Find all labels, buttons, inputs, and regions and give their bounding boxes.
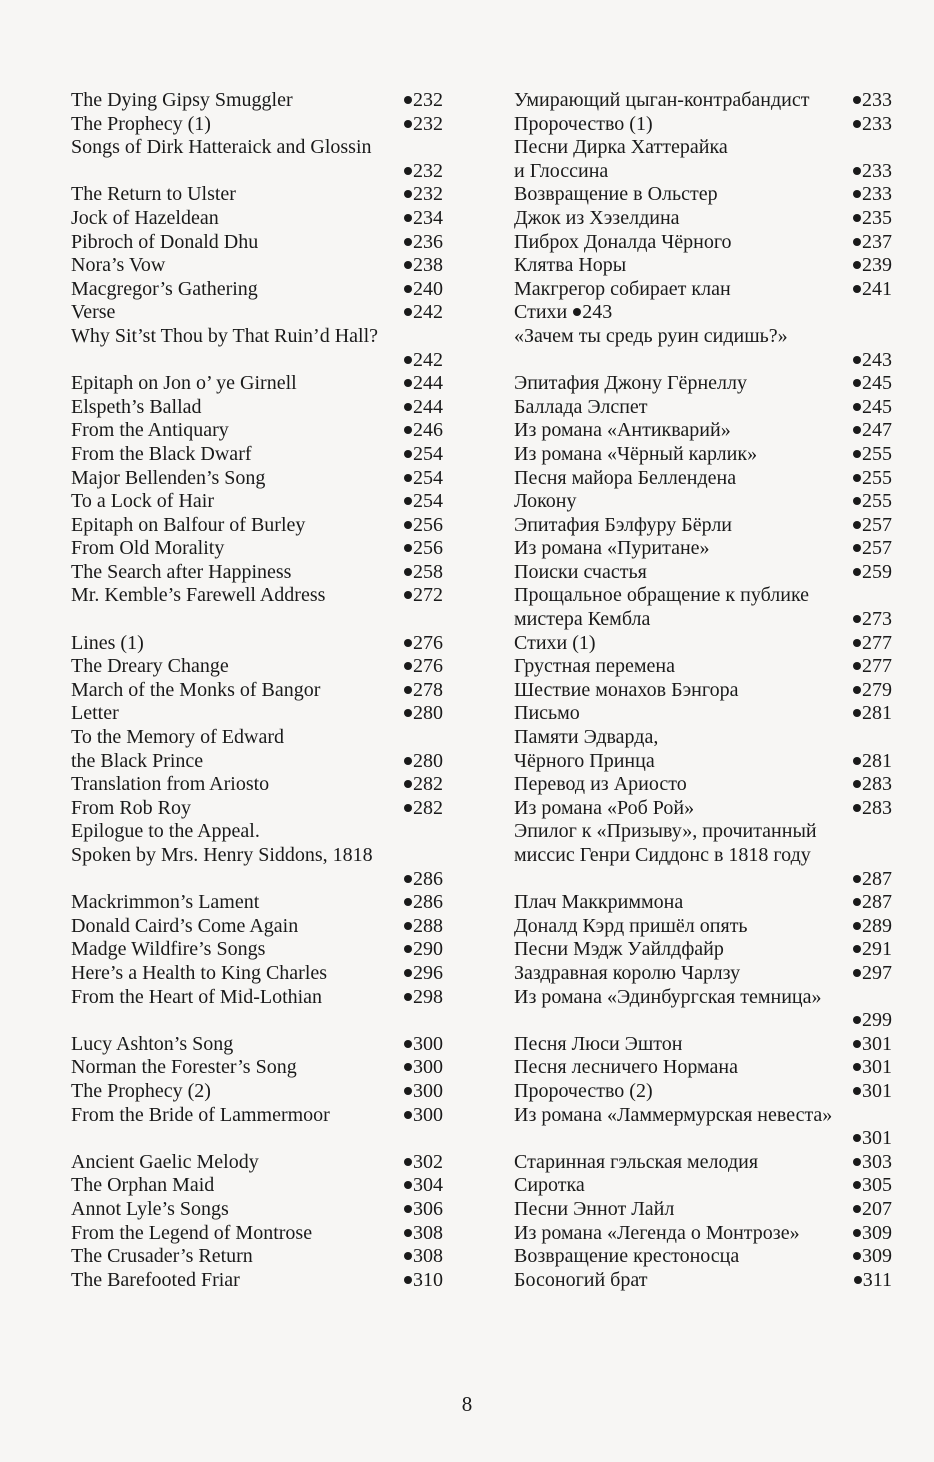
- entry-title: Поиски счастья: [514, 560, 647, 583]
- entry-page-number: 207: [853, 1198, 892, 1222]
- entry-page-number: 301: [853, 1056, 892, 1080]
- entry-title: Annot Lyle’s Songs: [71, 1197, 229, 1220]
- entry-page-number: 286: [404, 868, 443, 892]
- entry-page-number: 236: [404, 231, 443, 255]
- entry-page-number: 234: [404, 207, 443, 231]
- entry-page-number: 233: [853, 89, 892, 113]
- entry-title: Сиротка: [514, 1174, 585, 1197]
- entry-page-number: 291: [853, 938, 892, 962]
- entry-title: Письмо: [514, 702, 580, 725]
- toc-entry: [71, 750, 443, 774]
- toc-entry: [514, 1222, 892, 1246]
- toc-entry: [514, 1080, 892, 1104]
- toc-entry: [71, 1245, 443, 1269]
- entry-title: From the Legend of Montrose: [71, 1221, 313, 1244]
- entry-title: To the Memory of Edward: [71, 726, 284, 749]
- entry-title-group: [514, 301, 612, 325]
- entry-title: Эпилог к «Призыву», прочитанный: [514, 820, 817, 843]
- entry-page-number: 279: [853, 679, 892, 703]
- entry-title: Макгрегор собирает клан: [514, 277, 731, 300]
- toc-entry: [514, 1009, 892, 1033]
- entry-page-number: 254: [404, 490, 443, 514]
- entry-page-number: 233: [853, 183, 892, 207]
- entry-page-number: 233: [853, 160, 892, 184]
- toc-entry: [514, 891, 892, 915]
- entry-title: Песни Эннот Лайл: [514, 1197, 675, 1220]
- entry-title: Стихи: [514, 301, 568, 324]
- entry-page-number: 300: [404, 1056, 443, 1080]
- entry-title: the Black Prince: [71, 749, 204, 772]
- toc-entry: [514, 254, 892, 278]
- toc-entry: [514, 1269, 892, 1293]
- toc-entry: [514, 868, 892, 892]
- entry-title: The Crusader’s Return: [71, 1245, 253, 1268]
- toc-entry: [514, 986, 892, 1010]
- toc-entry: [71, 561, 443, 585]
- toc-entry: [71, 868, 443, 892]
- toc-entry: [71, 160, 443, 184]
- entry-page-number: 301: [853, 1033, 892, 1057]
- entry-page-number: 241: [853, 278, 892, 302]
- entry-title: From the Heart of Mid-Lothian: [71, 985, 323, 1008]
- entry-title: March of the Monks of Bangor: [71, 678, 321, 701]
- entry-title: The Dreary Change: [71, 655, 229, 678]
- entry-title: и Глоссина: [514, 159, 609, 182]
- toc-entry: [71, 820, 443, 844]
- entry-title: The Barefooted Friar: [71, 1268, 240, 1291]
- entry-page-number: 310: [404, 1269, 443, 1293]
- toc-entry: [71, 1151, 443, 1175]
- entry-title: Клятва Норы: [514, 254, 627, 277]
- toc-entry: [514, 183, 892, 207]
- entry-title: Nora’s Vow: [71, 254, 166, 277]
- toc-entry: [514, 1056, 892, 1080]
- toc-entry: [71, 986, 443, 1010]
- toc-entry: [514, 797, 892, 821]
- entry-title: Из романа «Антикварий»: [514, 419, 731, 442]
- toc-entry: [514, 514, 892, 538]
- entry-title: Из романа «Ламмермурская невеста»: [514, 1103, 833, 1126]
- entry-title: Эпитафия Бэлфуру Бёрли: [514, 513, 732, 536]
- toc-entry: [514, 160, 892, 184]
- entry-title: Пророчество (1): [514, 112, 653, 135]
- entry-page-number: 298: [404, 986, 443, 1010]
- entry-page-number: 232: [404, 160, 443, 184]
- entry-title: Letter: [71, 702, 119, 725]
- toc-entry: [514, 325, 892, 349]
- entry-title: Epitaph on Balfour of Burley: [71, 513, 306, 536]
- toc-column-english: [71, 89, 443, 1292]
- toc-entry: [71, 679, 443, 703]
- entry-title: Mackrimmon’s Lament: [71, 891, 260, 914]
- entry-title: Jock of Hazeldean: [71, 206, 219, 229]
- entry-page-number: 299: [853, 1009, 892, 1033]
- entry-page-number: 278: [404, 679, 443, 703]
- toc-entry: [71, 231, 443, 255]
- entry-page-number: 272: [404, 584, 443, 608]
- entry-title: Translation from Ariosto: [71, 773, 270, 796]
- entry-page-number: 273: [853, 608, 892, 632]
- toc-entry: [71, 1009, 443, 1033]
- toc-entry: [514, 632, 892, 656]
- toc-entry: [514, 113, 892, 137]
- entry-title: Lines (1): [71, 631, 144, 654]
- entry-title: Из романа «Пуритане»: [514, 537, 710, 560]
- entry-title: Босоногий брат: [514, 1268, 648, 1291]
- entry-page-number: 232: [404, 183, 443, 207]
- entry-page-number: 304: [404, 1174, 443, 1198]
- toc-entry: [514, 537, 892, 561]
- toc-entry: [514, 820, 892, 844]
- entry-title: Грустная перемена: [514, 655, 676, 678]
- entry-title: Madge Wildfire’s Songs: [71, 938, 266, 961]
- toc-entry: [71, 584, 443, 608]
- entry-page-number: 281: [853, 750, 892, 774]
- entry-title: Lucy Ashton’s Song: [71, 1032, 234, 1055]
- toc-entry: [71, 962, 443, 986]
- toc-entry: [71, 514, 443, 538]
- entry-title: Verse: [71, 301, 116, 324]
- entry-page-number: 287: [853, 868, 892, 892]
- toc-entry: [514, 136, 892, 160]
- entry-page-number: 308: [404, 1245, 443, 1269]
- entry-title: From the Bride of Lammermoor: [71, 1103, 330, 1126]
- entry-title: Чёрного Принца: [514, 749, 655, 772]
- entry-page-number: 311: [854, 1269, 892, 1293]
- toc-entry: [71, 396, 443, 420]
- entry-title: From the Black Dwarf: [71, 442, 252, 465]
- entry-page-number: 244: [404, 396, 443, 420]
- entry-page-number: 302: [404, 1151, 443, 1175]
- toc-entry: [514, 1127, 892, 1151]
- entry-page-number: 297: [853, 962, 892, 986]
- toc-entry: [71, 1080, 443, 1104]
- entry-page-number: 247: [853, 419, 892, 443]
- entry-page-number: 232: [404, 89, 443, 113]
- entry-page-number: 235: [853, 207, 892, 231]
- entry-page-number: 239: [853, 254, 892, 278]
- entry-page-number: 276: [404, 632, 443, 656]
- toc-entry: [71, 254, 443, 278]
- entry-page-number: 301: [853, 1127, 892, 1151]
- entry-title: Из романа «Роб Рой»: [514, 796, 695, 819]
- entry-title: From the Antiquary: [71, 419, 229, 442]
- entry-page-number: 309: [853, 1222, 892, 1246]
- toc-entry: [71, 183, 443, 207]
- entry-title: Песня лесничего Нормана: [514, 1056, 738, 1079]
- toc-entry: [71, 938, 443, 962]
- entry-title: Epitaph on Jon o’ ye Girnell: [71, 372, 297, 395]
- toc-entry: [514, 1198, 892, 1222]
- entry-title: Epilogue to the Appeal.: [71, 820, 260, 843]
- toc-entry: [514, 490, 892, 514]
- entry-page-number: 258: [404, 561, 443, 585]
- entry-title: Джок из Хэзелдина: [514, 206, 680, 229]
- toc-entry: [71, 136, 443, 160]
- entry-page-number: 237: [853, 231, 892, 255]
- entry-page-number: 256: [404, 537, 443, 561]
- entry-title: Локону: [514, 490, 577, 513]
- page-number: 8: [461, 1392, 473, 1416]
- toc-entry: [514, 207, 892, 231]
- toc-entry: [71, 915, 443, 939]
- entry-page-number: 257: [853, 537, 892, 561]
- toc-entry: [514, 655, 892, 679]
- entry-title: Возвращение крестоносца: [514, 1245, 740, 1268]
- entry-title: Прощальное обращение к публике: [514, 584, 810, 607]
- entry-title: Возвращение в Ольстер: [514, 183, 718, 206]
- entry-title: Elspeth’s Ballad: [71, 395, 202, 418]
- entry-page-number: 290: [404, 938, 443, 962]
- toc-entry: [71, 113, 443, 137]
- toc-entry: [71, 372, 443, 396]
- entry-page-number: 300: [404, 1104, 443, 1128]
- entry-page-number: 242: [404, 349, 443, 373]
- toc-entry: [71, 349, 443, 373]
- toc-entry: [71, 1104, 443, 1128]
- entry-title: Macgregor’s Gathering: [71, 277, 258, 300]
- toc-entry: [514, 301, 892, 325]
- entry-page-number: 276: [404, 655, 443, 679]
- entry-title: Эпитафия Джону Гёрнеллу: [514, 372, 747, 395]
- entry-title: Из романа «Эдинбургская темница»: [514, 985, 822, 1008]
- entry-title: Why Sit’st Thou by That Ruin’d Hall?: [71, 324, 379, 347]
- entry-title: Spoken by Mrs. Henry Siddons, 1818: [71, 844, 373, 866]
- entry-title: Pibroch of Donald Dhu: [71, 230, 259, 253]
- entry-page-number: 255: [853, 443, 892, 467]
- entry-page-number: 282: [404, 797, 443, 821]
- toc-entry: [71, 1222, 443, 1246]
- toc-entry: [71, 608, 443, 632]
- entry-page-number: 257: [853, 514, 892, 538]
- entry-page-number: 300: [404, 1080, 443, 1104]
- entry-title: Major Bellenden’s Song: [71, 466, 266, 489]
- entry-title: Norman the Forester’s Song: [71, 1056, 297, 1079]
- toc-entry: [514, 372, 892, 396]
- toc-entry: [71, 325, 443, 349]
- toc-entry: [514, 938, 892, 962]
- entry-page-number: 280: [404, 702, 443, 726]
- toc-entry: [71, 773, 443, 797]
- entry-title: Доналд Кэрд пришёл опять: [514, 914, 748, 937]
- entry-page-number: 283: [853, 797, 892, 821]
- entry-page-number: 282: [404, 773, 443, 797]
- toc-entry: [71, 443, 443, 467]
- entry-page-number: 254: [404, 467, 443, 491]
- entry-title: Ancient Gaelic Melody: [71, 1150, 259, 1173]
- entry-title: The Prophecy (2): [71, 1079, 211, 1102]
- entry-page-number: 233: [853, 113, 892, 137]
- entry-page-number: 245: [853, 396, 892, 420]
- entry-page-number: 244: [404, 372, 443, 396]
- entry-page-number: 296: [404, 962, 443, 986]
- toc-entry: [71, 1269, 443, 1293]
- toc-entry: [514, 1174, 892, 1198]
- entry-page-number: 232: [404, 113, 443, 137]
- entry-title: Песня Люси Эштон: [514, 1032, 683, 1055]
- toc-entry: [71, 467, 443, 491]
- toc-entry: [71, 797, 443, 821]
- entry-page-number: 259: [853, 561, 892, 585]
- entry-page-number: 238: [404, 254, 443, 278]
- entry-page-number: 289: [853, 915, 892, 939]
- toc-entry: [514, 915, 892, 939]
- entry-page-number: 305: [853, 1174, 892, 1198]
- entry-title: Умирающий цыган-контрабандист: [514, 89, 810, 111]
- toc-entry: [514, 467, 892, 491]
- toc-entry: [71, 655, 443, 679]
- entry-title: Пиброх Доналда Чёрного: [514, 230, 732, 253]
- toc-entry: [514, 584, 892, 608]
- toc-entry: [514, 750, 892, 774]
- toc-entry: [514, 726, 892, 750]
- toc-entry: [71, 1033, 443, 1057]
- entry-page-number: 280: [404, 750, 443, 774]
- entry-title: Из романа «Чёрный карлик»: [514, 442, 758, 465]
- toc-entry: [514, 561, 892, 585]
- toc-entry: [514, 844, 892, 868]
- entry-page-number: 286: [404, 891, 443, 915]
- toc-entry: [71, 207, 443, 231]
- toc-entry: [71, 89, 443, 113]
- entry-title: Mr. Kemble’s Farewell Address: [71, 584, 326, 607]
- toc-entry: [71, 490, 443, 514]
- entry-page-number: 255: [853, 490, 892, 514]
- entry-title: The Orphan Maid: [71, 1174, 215, 1197]
- entry-title: Заздравная королю Чарлзу: [514, 961, 741, 984]
- entry-title: From Old Morality: [71, 537, 225, 560]
- entry-page-number: 256: [404, 514, 443, 538]
- toc-entry: [514, 773, 892, 797]
- entry-page-number: 255: [853, 467, 892, 491]
- toc-entry: [514, 349, 892, 373]
- toc-entry: [71, 419, 443, 443]
- entry-title: The Return to Ulster: [71, 183, 236, 206]
- toc-entry: [514, 89, 892, 113]
- entry-title: Перевод из Ариосто: [514, 773, 687, 796]
- toc-entry: [514, 1151, 892, 1175]
- entry-title: мистера Кембла: [514, 608, 651, 631]
- entry-page-number: 243: [573, 301, 612, 323]
- toc-entry: [514, 679, 892, 703]
- toc-entry: [71, 632, 443, 656]
- toc-entry: [71, 537, 443, 561]
- entry-page-number: 301: [853, 1080, 892, 1104]
- toc-entry: [514, 962, 892, 986]
- entry-page-number: 281: [853, 702, 892, 726]
- entry-page-number: 303: [853, 1151, 892, 1175]
- entry-page-number: 245: [853, 372, 892, 396]
- entry-page-number: 240: [404, 278, 443, 302]
- entry-title: Песни Мэдж Уайлдфайр: [514, 938, 724, 961]
- entry-title: The Dying Gipsy Smuggler: [71, 89, 293, 111]
- entry-title: The Search after Happiness: [71, 560, 292, 583]
- toc-entry: [71, 1056, 443, 1080]
- entry-title: Песня майора Беллендена: [514, 466, 737, 489]
- toc-entry: [71, 891, 443, 915]
- entry-page-number: 277: [853, 632, 892, 656]
- entry-title: Из романа «Легенда о Монтрозе»: [514, 1221, 800, 1244]
- entry-title: миссис Генри Сиддонс в 1818 году: [514, 844, 811, 866]
- toc-entry: [514, 396, 892, 420]
- entry-title: Старинная гэльская мелодия: [514, 1150, 759, 1173]
- toc-column-russian: [514, 89, 892, 1292]
- toc-entry: [71, 1127, 443, 1151]
- toc-entry: [71, 702, 443, 726]
- entry-page-number: 246: [404, 419, 443, 443]
- toc-entry: [71, 726, 443, 750]
- toc-entry: [514, 702, 892, 726]
- toc-entry: [514, 1104, 892, 1128]
- entry-title: Плач Маккриммона: [514, 891, 684, 914]
- toc-entry: [71, 1198, 443, 1222]
- entry-page-number: 287: [853, 891, 892, 915]
- entry-page-number: 283: [853, 773, 892, 797]
- entry-title: Песни Дирка Хаттерайка: [514, 136, 728, 159]
- toc-entry: [514, 608, 892, 632]
- toc-entry: [514, 443, 892, 467]
- entry-title: The Prophecy (1): [71, 112, 211, 135]
- toc-entry: [71, 844, 443, 868]
- entry-page-number: 308: [404, 1222, 443, 1246]
- entry-page-number: 306: [404, 1198, 443, 1222]
- entry-title: To a Lock of Hair: [71, 490, 214, 513]
- entry-page-number: 243: [853, 349, 892, 373]
- entry-title: Памяти Эдварда,: [514, 726, 659, 749]
- entry-title: Стихи (1): [514, 631, 596, 654]
- entry-title: «Зачем ты средь руин сидишь?»: [514, 324, 788, 347]
- entry-page-number: 242: [404, 301, 443, 325]
- entry-title: Баллада Элспет: [514, 395, 648, 418]
- entry-page-number: 300: [404, 1033, 443, 1057]
- entry-title: Songs of Dirk Hatteraick and Glossin: [71, 136, 372, 159]
- toc-entry: [514, 278, 892, 302]
- toc-entry: [514, 1033, 892, 1057]
- entry-title: Пророчество (2): [514, 1079, 653, 1102]
- toc-entry: [514, 1245, 892, 1269]
- entry-page-number: 277: [853, 655, 892, 679]
- toc-entry: [514, 419, 892, 443]
- entry-page-number: 288: [404, 915, 443, 939]
- entry-title: Шествие монахов Бэнгора: [514, 678, 739, 701]
- toc-entry: [514, 231, 892, 255]
- entry-page-number: 254: [404, 443, 443, 467]
- entry-page-number: 309: [853, 1245, 892, 1269]
- toc-entry: [71, 278, 443, 302]
- toc-entry: [71, 1174, 443, 1198]
- entry-title: Here’s a Health to King Charles: [71, 961, 328, 984]
- entry-title: From Rob Roy: [71, 796, 192, 819]
- entry-title: Donald Caird’s Come Again: [71, 914, 299, 937]
- toc-entry: [71, 301, 443, 325]
